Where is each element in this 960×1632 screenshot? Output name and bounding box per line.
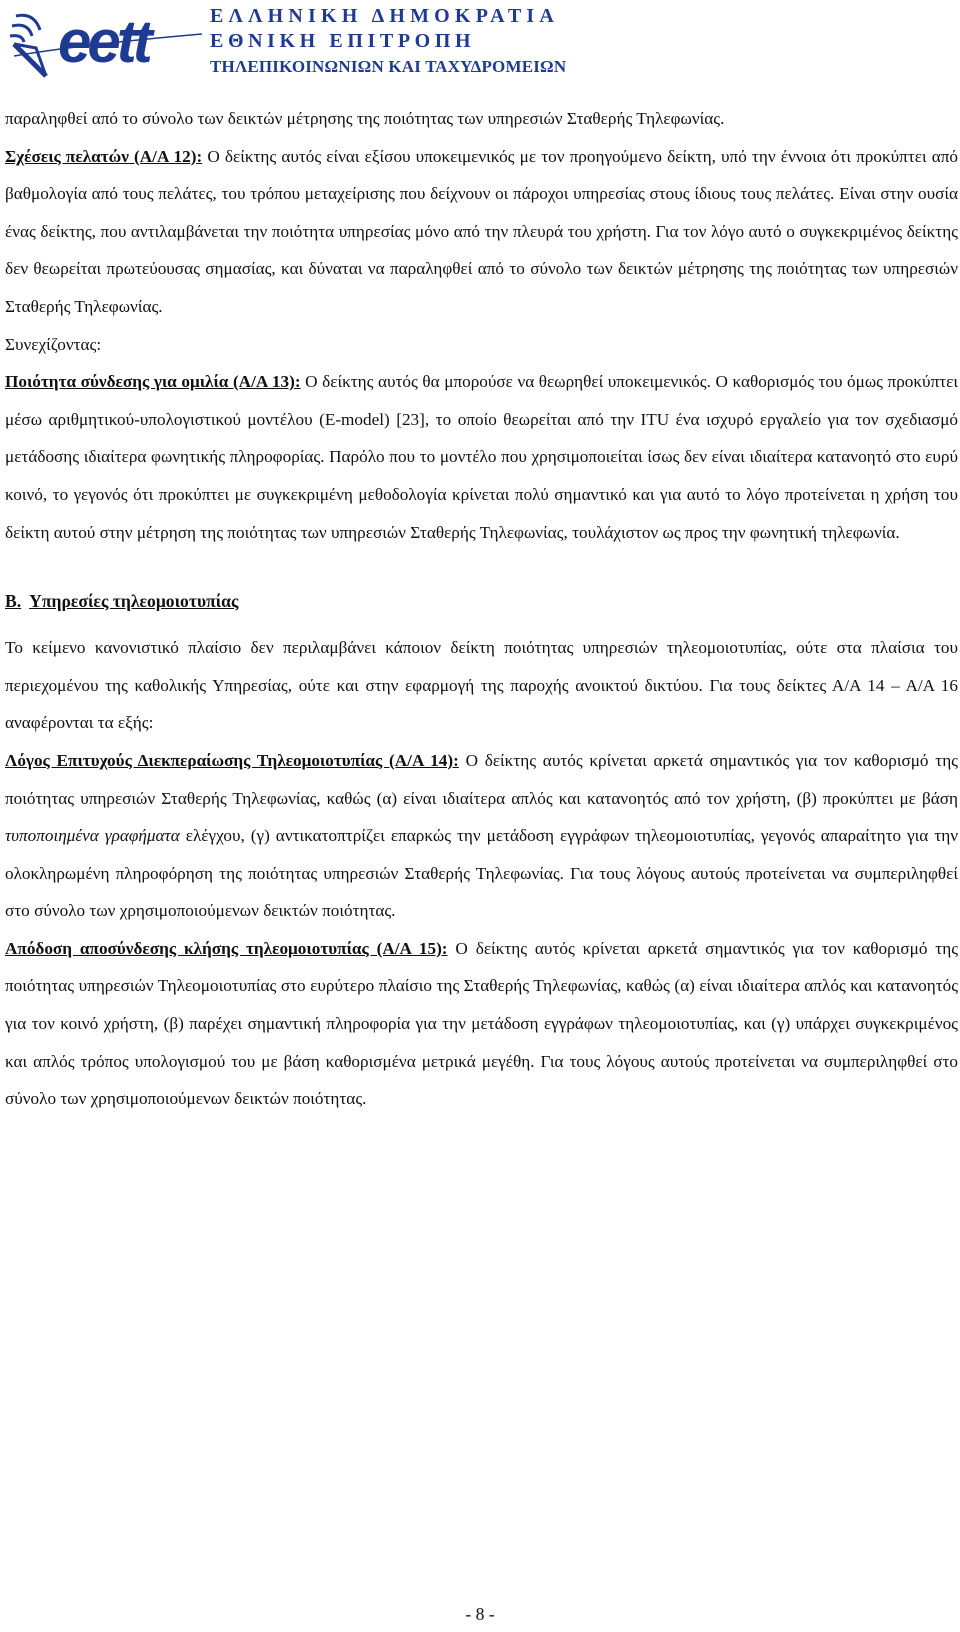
antenna-icon xyxy=(10,15,46,76)
page-number: - 8 - xyxy=(465,1604,495,1624)
paragraph-voice-quality xyxy=(5,363,958,551)
svg-text:eett: eett xyxy=(58,8,149,75)
letterhead xyxy=(0,0,960,78)
document-body xyxy=(5,100,958,1118)
section-title: Υπηρεσίες τηλεομοιοτυπίας xyxy=(29,591,239,612)
paragraph-fax-disconnect xyxy=(5,930,958,1118)
italic-term: τυποποιημένα γραφήματα xyxy=(5,826,180,846)
paragraph-continuation: παραληφθεί από το σύνολο των δεικτών μέτρησης της ποιότητας των υπηρεσιών Σταθερής Τηλεφωνίας. xyxy=(5,109,725,128)
paragraph-label: Σχέσεις πελατών (Α/Α 12): xyxy=(5,146,203,166)
paragraph-text: Ο δείκτης αυτός κρίνεται αρκετά σημαντικός για τον καθορισμό της ποιότητας υπηρεσιών Σταθερής Τηλεφωνίας, καθώς (α) είναι ιδιαίτερα απλός και κατανοητός από τον χρήστη, (β) προκύπτει με βάση xyxy=(5,750,958,808)
paragraph-label: Λόγος Επιτυχούς Διεκπεραίωσης Τηλεομοιοτυπίας (Α/Α 14): xyxy=(5,750,459,770)
letterhead-text xyxy=(210,4,566,79)
section-spacer xyxy=(5,551,958,581)
paragraph-fax-success xyxy=(5,742,958,930)
paragraph-text: Ο δείκτης αυτός κρίνεται αρκετά σημαντικός για τον καθορισμό της ποιότητας υπηρεσιών Τηλεομοιοτυπίας στο ευρύτερο πλαίσιο της Σταθερής Τηλεφωνίας, καθώς (α) είναι ιδιαίτερα απλός και κατανοητός για τον κοινό χρήστη, (β) παρέχει σημαντική πληροφορία για την μετάδοση εγγράφων τηλεομοιοτυπίας, και (γ) υπάρχει συγκεκριμένος και απλός τρόπος υπολογισμού του με βάση καθορισμένα μετρικά μεγέθη. Για τους λόγους αυτούς προτείνεται να συμπεριληφθεί στο σύνολο των χρησιμοποιούμενων δεικτών ποιότητας. xyxy=(5,938,958,1109)
letterhead-line-2: ΕΘΝΙΚΗ ΕΠΙΤΡΟΠΗ xyxy=(210,30,476,52)
paragraph-text: ελέγχου, (γ) αντικατοπτρίζει επαρκώς την μετάδοση εγγράφων τηλεομοιοτυπίας, γεγονός απαραίτητο για την ολοκληρωμένη πληροφόρηση της ποιότητας υπηρεσιών Σταθερής Τηλεφωνίας. Για τους λόγους αυτούς προτείνεται να συμπεριληφθεί στο σύνολο των χρησιμοποιούμενων δεικτών ποιότητας. xyxy=(5,826,958,921)
eett-logo xyxy=(6,4,206,78)
paragraph-text: Ο δείκτης αυτός είναι εξίσου υποκειμενικός με τον προηγούμενο δείκτη, υπό την έννοια ότι προκύπτει από βαθμολογία από τους πελάτες, του τρόπου μεταχείρισης που δείχνουν οι πάροχοι υπηρεσίας στους ίδιους τους πελάτες. Είναι στην ουσία ένας δείκτης, που αντιλαμβάνεται την ποιότητα υπηρεσίας μόνο από την πλευρά του χρήστη. Για τον λόγο αυτό ο συγκεκριμένος δείκτης δεν θεωρείται πρωτεύουσας σημασίας, και δύναται να παραληφθεί από το σύνολο των δεικτών μέτρησης της ποιότητας των υπηρεσιών Σταθερής Τηλεφωνίας. xyxy=(5,146,958,316)
paragraph-label: Ποιότητα σύνδεσης για ομιλία (Α/Α 13): xyxy=(5,372,301,392)
section-heading xyxy=(5,581,958,621)
paragraph-text: Ο δείκτης αυτός θα μπορούσε να θεωρηθεί υποκειμενικός. Ο καθορισμός του όμως προκύπτει μέσω αριθμητικού-υπολογιστικού μοντέλου (E-model) [23], το οποίο θεωρείται από την ITU ένα ισχυρό εργαλείο για τον σχεδιασμό μετάδοσης ιδιαίτερα φωνητικής πληροφορίας. Παρόλο που το μοντέλο που χρησιμοποιείται ίσως δεν είναι ιδιαίτερα κατανοητό στο ευρύ κοινό, το γεγονός ότι προκύπτει με συγκεκριμένη μεθοδολογία κρίνεται πολύ σημαντικό και για αυτό το λόγο προτείνεται η χρήση του δείκτη αυτού στην μέτρηση της ποιότητας των υπηρεσιών Σταθερής Τηλεφωνίας, τουλάχιστον ως προς την φωνητική τηλεφωνία. xyxy=(5,372,958,542)
letterhead-line-3: ΤΗΛΕΠΙΚΟΙΝΩΝΙΩΝ ΚΑΙ ΤΑΧΥΔΡΟΜΕΙΩΝ xyxy=(210,57,567,76)
paragraph-label: Απόδοση αποσύνδεσης κλήσης τηλεομοιοτυπίας (Α/Α 15): xyxy=(5,938,448,958)
section-letter: Β. xyxy=(5,591,22,612)
paragraph-continuing: Συνεχίζοντας: xyxy=(5,334,102,354)
letterhead-line-1: ΕΛΛΗΝΙΚΗ ΔΗΜΟΚΡΑΤΙΑ xyxy=(210,5,560,27)
paragraph-customer-relations xyxy=(5,138,958,326)
paragraph-fax-intro: Το κείμενο κανονιστικό πλαίσιο δεν περιλαμβάνει κάποιον δείκτη ποιότητας υπηρεσιών τηλεομοιοτυπίας, ούτε στα πλαίσια του περιεχομένου της καθολικής Υπηρεσίας, ούτε και στην εφαρμογή της παροχής ανοικτού δικτύου. Για τους δείκτες Α/Α 14 – Α/Α 16 αναφέρονται τα εξής: xyxy=(5,638,958,733)
